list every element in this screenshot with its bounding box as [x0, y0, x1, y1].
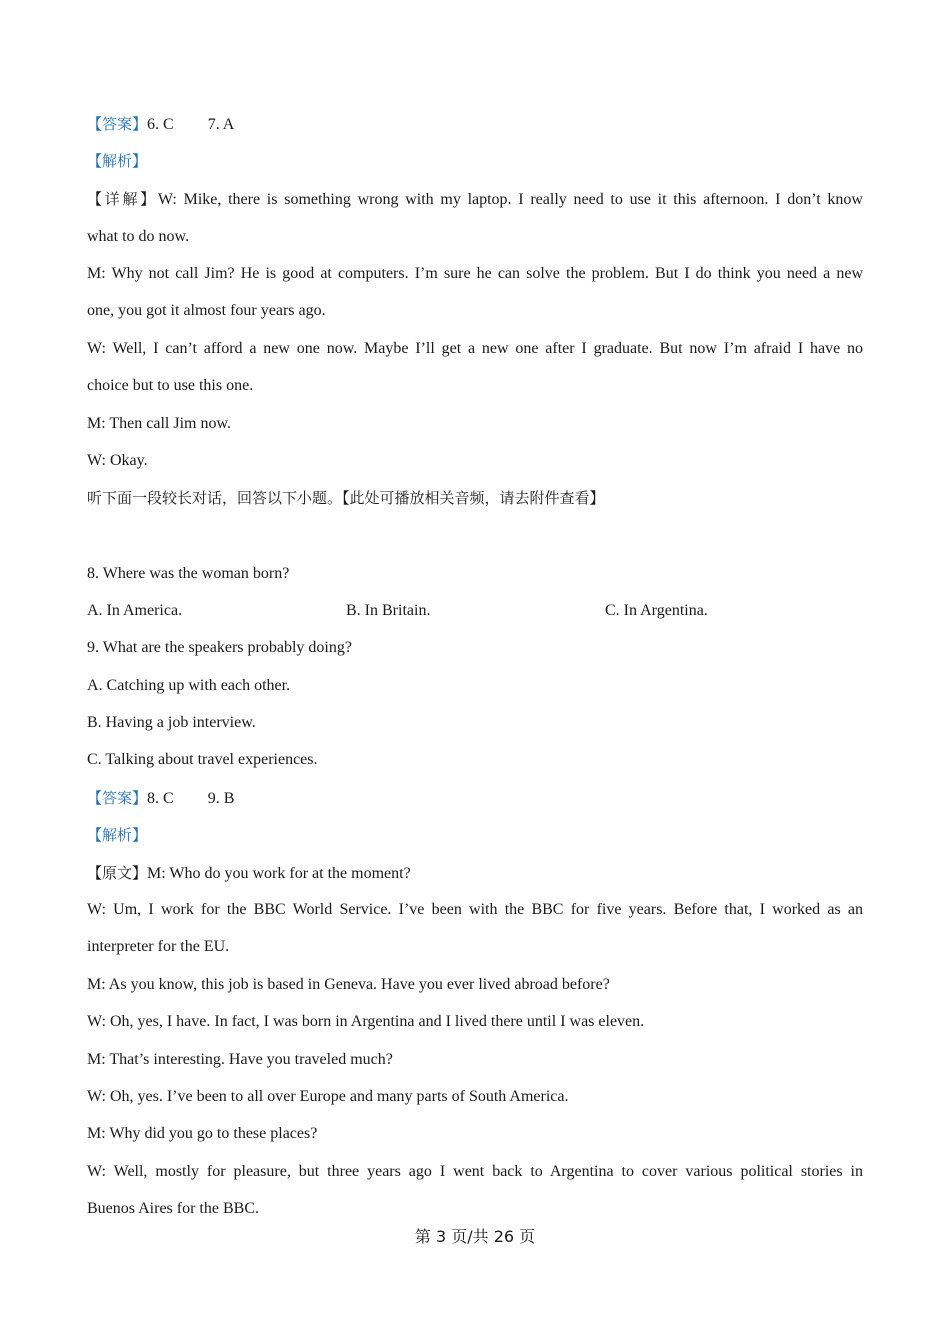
original-label: 【原文】 [87, 864, 148, 882]
q8-option-b: B. In Britain. [346, 602, 431, 619]
detail-label: 【详解】 [87, 190, 158, 208]
answer-line-2 [87, 788, 863, 809]
transcript-text: M: Who do you work for at the moment? [147, 865, 411, 882]
q9-option-c: C. Talking about travel experiences. [87, 751, 318, 768]
dialogue-line: one, you got it almost four years ago. [87, 302, 326, 319]
analysis-heading-1 [87, 151, 863, 172]
transcript-line: interpreter for the EU. [87, 938, 230, 955]
transcript-line: M: Why did you go to these places? [87, 1125, 318, 1142]
q8-option-c: C. In Argentina. [605, 602, 708, 619]
listening-instruction: 听下面一段较长对话，回答以下小题。【此处可播放相关音频，请去附件查看】 [87, 489, 605, 507]
answer-8: 8. C [147, 790, 174, 807]
transcript-line: M: That’s interesting. Have you traveled much? [87, 1051, 393, 1068]
answer-line-1 [87, 114, 863, 135]
analysis-heading-2 [87, 825, 863, 846]
dialogue-line [87, 189, 863, 210]
page-number: 第 3 页/共 26 页 [414, 1227, 536, 1246]
transcript-line: W: Oh, yes, I have. In fact, I was born in Argentina and I lived there until I was eleven. [87, 1013, 645, 1030]
answer-label: 【答案】 [87, 789, 148, 807]
transcript-line: Buenos Aires for the BBC. [87, 1200, 259, 1217]
dialogue-line: W: Well, I can’t afford a new one now. Maybe I’ll get a new one after I graduate. But now I’m afraid I have no [87, 340, 863, 357]
transcript-line: W: Um, I work for the BBC World Service. I’ve been with the BBC for five years. Before that, I worked as an [87, 901, 863, 918]
dialogue-line: choice but to use this one. [87, 377, 254, 394]
transcript-line: M: As you know, this job is based in Geneva. Have you ever lived abroad before? [87, 976, 610, 993]
transcript-line: W: Well, mostly for pleasure, but three years ago I went back to Argentina to cover various political stories in [87, 1163, 863, 1180]
dialogue-line: W: Okay. [87, 452, 148, 469]
question-8-stem: 8. Where was the woman born? [87, 565, 290, 582]
question-9-stem: 9. What are the speakers probably doing? [87, 639, 352, 656]
transcript-line [87, 863, 863, 884]
q8-option-a: A. In America. [87, 602, 183, 619]
answer-label: 【答案】 [87, 115, 148, 133]
answer-7: 7. A [207, 116, 235, 133]
analysis-label: 【解析】 [87, 826, 148, 844]
dialogue-text: W: Mike, there is something wrong with my laptop. I really need to use it this afternoon. I don’t know [157, 191, 863, 208]
dialogue-line: M: Why not call Jim? He is good at computers. I’m sure he can solve the problem. But I do think you need a new [87, 265, 863, 282]
analysis-label: 【解析】 [87, 152, 148, 170]
q9-option-a: A. Catching up with each other. [87, 677, 291, 694]
dialogue-line: what to do now. [87, 228, 190, 245]
dialogue-line: M: Then call Jim now. [87, 415, 231, 432]
answer-9: 9. B [207, 790, 235, 807]
answer-6: 6. C [147, 116, 174, 133]
transcript-line: W: Oh, yes. I’ve been to all over Europe and many parts of South America. [87, 1088, 569, 1105]
q9-option-b: B. Having a job interview. [87, 714, 256, 731]
